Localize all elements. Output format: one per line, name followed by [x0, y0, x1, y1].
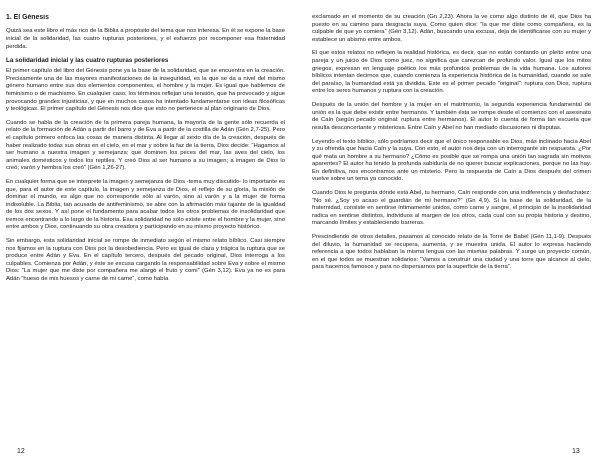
paragraph: En cualquier forma que se interprete la imagen y semejanza de Dios -tema muy discutido- lo importante es que, para el autor de este capítulo, la imagen y semejanza de Dios, el reflejo de su gloria, la misión de dominar el mundo, es algo que no corresponde sólo al varón, sino al varón y a la mujer de forma indisoluble. La Biblia, tan acusada de antifeminismo, se abre con la afirmación más tajante de la igualdad de los dos sexos. Y así pone el fundamento para acabar todos los otros problemas de insolidaridad que iremos encontrando a lo largo de la historia. Esa solidaridad no sólo existe entre el hombre y la mujer, sino entre ambos y Dios, continuando su obra creadora y participando en su mismo proyecto histórico.: [6, 179, 285, 231]
section-subheading: La solidaridad inicial y las cuatro rupturas posteriores: [6, 57, 169, 65]
paragraph: El primer capítulo del libro del Génesis pone ya la base de la solidaridad, que se encuentra en la creación. Precisamente una de las mayores manifestaciones de la inseguridad, es la que se da a nivel del mismo género humano entre sus dos elementos componentes, el hombre y la mujer. Es igual que hablemos de feminismo o de machismo. En cualquier caso, los términos reflejan una tensión, que ha provocado y sigue provocando grandes injusticias, y que en muchos casos ha intentado fundamentarse con ideas filosóficas y teológicas. El primer capítulo del Génesis nos dice que esto no pertenece al plan originario de Dios.: [6, 68, 285, 113]
section-heading: 1. El Génesis: [6, 14, 49, 21]
paragraph: Cuando se habla de la creación de la primera pareja humana, la mayoría de la gente sólo recuerda el relato de la formación de Adán a partir del barro y de Eva a partir de la costilla de Adán (Gén 2,7-25). Pero el capítulo primero enfoca las cosas de manera distinta. Al llegar al sexto día de la creación, después de haber realizado todas sus obras en el cielo, en el mar y sobre la faz de la tierra, Dios decide: “Hagamos al ser humano a nuestra imagen y semejanza; que dominen los peces del mar, las aves del cielo, los animales domésticos y todos los reptiles. Y creó Dios al ser humano a su imagen; a imagen de Dios lo creó; varón y hembra los creó” (Gén 1,26-27).: [6, 119, 285, 172]
paragraph: Después de la unión del hombre y la mujer en el matrimonio, la segunda experiencia fundamental de unión es la que debe existir entre hermanos. Y también ésta se rompe desde el comienzo con el asesinato de Caín (según pecado original: ruptura entre hermanos). El autor lo cuenta de forma tan escueta que resulta desconcertante y misteriosa. Entre Caín y Abel no han mediado discusiones ni disputas.: [312, 102, 591, 131]
paragraph: El que estos relatos no reflejen la realidad histórica, es decir, que no están contando un pleito entre una pareja y un juicio de Dios como juez, no significa que carezcan de profundo valor. Igual que los mitos griegos, expresan en lenguaje poético los más profundos problemas de la vida humana. Los autores bíblicos intentan decirnos que, cuando comienza la experiencia histórica de la humanidad, cuando se sale del paraíso, la humanidad está ya dividida. Este es el primer pecado “original”: ruptura con Dios, ruptura entre los seres humanos y ruptura con la creación.: [312, 50, 591, 95]
paragraph: Quizá sea este libro el más rico de la Biblia a propósito del tema que nos interesa. En él se expone la base inicial de la solidaridad, las cuatro rupturas posteriores, y el esfuerzo por recomponer esa fraternidad perdida.: [6, 28, 285, 50]
paragraph: exclamado en el momento de su creación (Gn 2,23). Ahora la ve como algo distinto de él, que Dios ha puesto en su camino para desgracia suya. Como quien dice: “la que me diste como compañera, es la culpable de que yo comiera” (Gén 3,12). Adán, buscando una excusa, deja de identificarse con su mujer y establece un abismo entre ambos.: [312, 14, 591, 43]
paragraph: Cuando Dios le pregunta dónde está Abel, tu hermano, Caín responde con una indiferencia y desfachatez: “No sé. ¿Soy yo acaso el guardián de mi hermano?” (Gn 4,9). Si la base de la solidaridad, de la fraternidad, consiste en sentirse íntimamente unidos, como carne y sangre, el principio de la insolidaridad radica en sentirse distintos, individuos al margen de los otros, cada cual con su propia historia y destino, marcando límites y estableciendo barreras.: [312, 190, 591, 227]
paragraph: Prescindiendo de otros detalles, pasamos al conocido relato de la Torre de Babel (Gén 11,1-9). Después del diluvio, la humanidad se recupera, aumenta, y se muestra unida. El autor lo expresa haciendo referencia a que todos hablaban la misma lengua con las mismas palabras. Y surge un proyecto común, en el que todos se muestran solidarios: “Vamos a construir una ciudad y una torre que alcance al cielo, para hacernos famosos y para no dispersarnos por la superficie de la tierra”.: [312, 234, 591, 271]
left-page: [6, 14, 285, 444]
paragraph: Leyendo el texto bíblico, sólo podríamos decir que el único responsable es Dios, más inclinado hacia Abel y su ofrenda que hacia Caín y la suya. Con esto, el autor nos deja con un interrogante sin respuesta. ¿Por qué mata un hombre a su hermano? ¿Cómo es posible que se rompa una unión tan sagrada sin motivos aparentes? El autor ha tenido la profunda sabiduría de no querer buscar explicaciones, porque no las hay. En definitiva, nos encontramos ante un misterio. Pero la respuesta de Caín a Dios después del crimen vuelve sobre un tema ya conocido.: [312, 138, 591, 183]
page-number-right: 13: [572, 448, 580, 455]
right-page: [312, 14, 591, 444]
page-number-left: 12: [17, 448, 25, 455]
paragraph: Sin embargo, esta solidaridad inicial se rompe de inmediato según el mismo relato bíblico. Casi siempre nos fijamos en la ruptura con Dios por la desobediencia. Pero es igual de clara y trágica la ruptura que se produce entre Adán y Eva. En el capítulo tercero, después del pecado original, Dios interroga a los culpables. Comienza por Adán, y éste se excusa cargando la responsabilidad sobre Eva y sobre el mismo Dios: “La mujer que me diste por compañera me alargó el fruto y comí” (Gén 3,12). Eva ya no es para Adán “hueso de mis huesos y carne de mi carne”, como había: [6, 238, 285, 282]
